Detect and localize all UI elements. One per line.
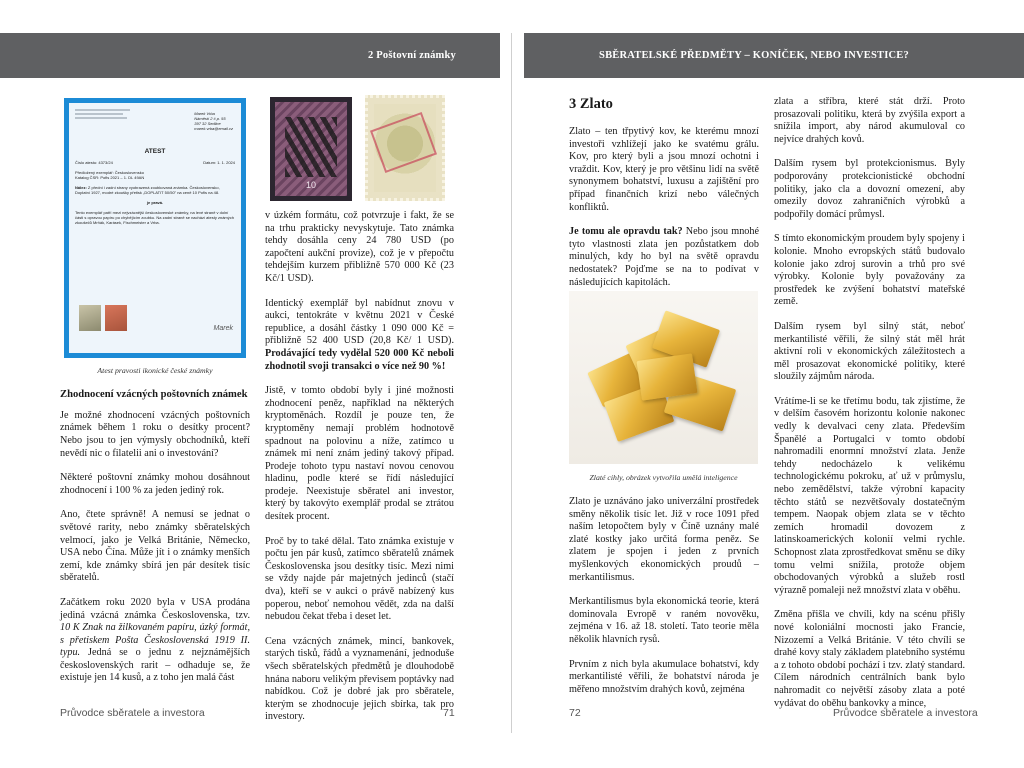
certificate-signature: Marek	[213, 325, 233, 332]
certificate-owner-line: marek.vrba@email.cz	[194, 126, 233, 131]
certificate-logo-line	[75, 109, 130, 111]
paragraph: Některé poštovní známky mohou dosáhnout zhodnocení i 100 % za jeden jediný rok.	[60, 472, 250, 496]
certificate-bottom-text: Tento exemplář patří mezi nejvzácnější československé známky, na levé straně v dolní části s opravou papíru po chybějícím zoubku. Na zadní straně se nachází atesty známých zkoušečů Mrňák, Karásek, Fischmeister a Vrba.	[75, 210, 234, 225]
gold-bars-image	[569, 291, 758, 464]
right-page	[524, 33, 1024, 733]
certificate-finding-text: Z přední i zadní strany vyobrazená zoubkovaná známka. Československo, Doplatní 1927, modré zkoušky přetisk „DOPLATIT 50/50" na ceně 10 Pofis na 48.	[75, 185, 220, 195]
certificate-number: Číslo atestu: 4373/24	[75, 160, 113, 165]
stamp-image-purple	[270, 97, 352, 201]
certificate-owner-line: 397 32 Sedlice	[194, 121, 221, 126]
certificate-item: Předložený exemplář: Československo	[75, 170, 144, 175]
paragraph: Zlato je uznáváno jako univerzální prostředek směny několik tisíc let. Již v roce 1091 před naším letopočtem byly v Číně uznány malé zlaté kostky jako určitá forma peněz. Se zlatem je spojen i jeden z prvních myšlenkových ekonomických proudů – merkantilismus.	[569, 496, 759, 583]
right-running-header	[524, 33, 1024, 78]
right-column-2	[774, 96, 965, 722]
paragraph: Vrátíme-li se ke třetímu bodu, tak zjistíme, že v delším časovém horizontu kolonie nakonec vedly k devalvaci ceny zlata. Především Španělé a Portugalci v tomto období nahromadili enormní množství zlata. Jenže tehdy nedocházelo k velikému technologickému pokroku, ať už v průmyslu, nebo zemědělství, takže výrobní kapacity těchto států se nezvětšovaly dostatečným tempem. Naopak objem zlata se v těchto zemích hromadil dovozem z latinskoamerických kolonií velmi rychle. Schopnost zlata zprostředkovat směnu se díky tomu velmi snížila, protože objem obchodovaných výrobků a služeb rostl výrazně pomaleji než množství zlata v oběhu.	[774, 395, 965, 596]
paragraph: Dalším rysem byl silný stát, neboť merkantilisté věřili, že silný stát měl hrát aktivní roli v ekonomických záležitostech a měl prosazovat ekonomické politiky, které sloužily zájmům národa.	[774, 320, 965, 383]
certificate-owner-block	[194, 111, 233, 131]
certificate-logo-line	[75, 117, 127, 119]
certificate-caption: Atest pravosti ikonické české známky	[97, 366, 213, 375]
right-column-1-top	[569, 126, 759, 301]
section-heading: Zhodnocení vzácných poštovních známek	[60, 389, 248, 400]
certificate-verdict: je pravá.	[146, 200, 164, 205]
paragraph-text: Jedná se o jednu z nejznámějších československých rarit – odhaduje se, že existuje jen 14 kusů, a z toho jen malá část	[60, 647, 250, 684]
left-running-header	[0, 33, 500, 78]
paragraph: Změna přišla ve chvíli, kdy na scénu přišly nové koloniální mocnosti jako Francie, Nizozemí a Velká Británie. V této chvíli se drahé kovy staly základem platebního systému a z tohoto období pochází i tzv. zlatý standard. Cílem národních centrálních bank bylo nahromadit co největší zásoby zlata a poté vydávat do oběhu bankovky a mince,	[774, 609, 965, 709]
paragraph: Dalším rysem byl protekcionismus. Byly podporovány protekcionistické obchodní politiky, jako cla a dovozní omezení, aby omezily dovoz zahraničních výrobků a podpořily domácí průmysl.	[774, 158, 965, 220]
paragraph-bold: Prodávající tedy vydělal 520 000 Kč neboli zhodnotil svoji transakci o více než 90 %!	[265, 347, 454, 372]
paragraph: Ano, čtete správně! A nemusí se jednat o světové rarity, nebo známky sběratelských velmocí, jako je Velká Británie, Německo, USA nebo Čína. Může jít i o známky menších zemí, kde známky sbírá jen pár desítek tisíc sběratelů.	[60, 509, 250, 584]
paragraph: Cena vzácných známek, mincí, bankovek, starých tisků, řádů a vyznamenání, jednoduše všech sběratelských předmětů je dlouhodobě hnána naboru velikým převisem poptávky nad nabídkou. Což je dobré jak pro sběratele, kterým se zhodnocuje jejich sbírka, tak pro investory.	[265, 635, 454, 723]
certificate-date: Datum: 1. 1. 2024	[203, 160, 235, 165]
certificate-document	[69, 103, 241, 353]
right-header-text: SBĚRATELSKÉ PŘEDMĚTY – KONÍČEK, NEBO INVESTICE?	[599, 50, 909, 61]
certificate-owner-line: Marek Vrba	[194, 111, 215, 116]
paragraph: Prvním z nich byla akumulace bohatství, kdy merkantilisté věřili, že bohatství národa je měřeno množstvím drahých kovů, zejména	[569, 658, 759, 695]
paragraph: S tímto ekonomickým proudem byly spojeny i kolonie. Mnoho evropských států budovalo kolonie jako zdroj surovin a trhů pro své výrobky. Kolonie byly považovány za prostředek ke zvýšení bohatství mateřské země.	[774, 233, 965, 308]
right-page-number: 72	[569, 707, 581, 719]
left-page-number: 71	[443, 707, 455, 719]
stamp-value: 10	[305, 180, 316, 190]
stamp-overprint	[285, 117, 337, 177]
paragraph: Proč by to také dělal. Tato známka existuje v počtu jen pár kusů, zatímco sběratelů známek Československa jsou desítky tisíc. Mezi nimi se vždy najde pár majetných jedinců (stačí dva), kteří se v aukci o právě nabízený kus poperou, neboť nemohou vědět, zda na další nebudou čekat třeba i deset let.	[265, 535, 454, 623]
left-page	[0, 33, 500, 733]
certificate-stamp-back	[105, 305, 127, 331]
paragraph-text: Nebo jsou mnohé tyto vlastnosti zlata jen pozůstatkem dob minulých, kdy ho byl na světě opravdu nedostatek? Pojďme se na to podívat v následujících kapitolách.	[569, 226, 759, 288]
paragraph-text: Identický exemplář byl nabídnut znovu v aukci, tentokráte v květnu 2021 v České republice, a dosáhl částky 1 090 000 Kč = přibližně 52 400 USD (20,8 Kč/ 1 USD).	[265, 297, 454, 347]
certificate-logo-line	[75, 113, 123, 115]
chapter-title: 3 Zlato	[569, 96, 613, 112]
paragraph: zlata a stříbra, které stát drží. Proto prosazovali politiku, která by zvýšila export a snížila import, aby národ akumuloval co nejvíce drahých kovů.	[774, 96, 965, 145]
paragraph: Jistě, v tomto období byly i jiné možnosti zhodnocení peněz, například na některých kryptoměnách. Rozdíl je pouze ten, že kryptoměny nemají problém hodnotově spadnout na polovinu a níže, zatímco u známek mi není znám jediný takový případ. Prodeje tohoto typu nastaví novou cenovou hladinu, podle které se řídí následující prodeje. Neexistuje sběratel ani investor, který by takovýto exemplář prodal se ztrátou desítek procent.	[265, 385, 454, 523]
paragraph: Merkantilismus byla ekonomická teorie, která dominovala Evropě v raném novověku, zejména v 16. až 18. století. Tato teorie měla několik hlavních rysů.	[569, 596, 759, 645]
paragraph: Zlato – ten třpytivý kov, ke kterému mnozí investoři vzhlížejí jako ke svatému grálu. Kov, pro který byli a jsou mnozí ochotni i vraždit. Kov, který je pro většinu lidí na světě synonymem bohatství, luxusu a zajištění pro případ finančních krizí nebo válečných konfliktů.	[569, 126, 759, 213]
paragraph-bold: Je tomu ale opravdu tak?	[569, 226, 683, 238]
gold-bar	[636, 353, 697, 400]
paragraph	[60, 597, 250, 685]
left-footer-title: Průvodce sběratele a investora	[60, 707, 205, 719]
paragraph	[265, 298, 454, 374]
paragraph: Je možné zhodnocení vzácných poštovních známek během 1 roku o desítky procent? Nebo jsou to jen výmysly obchodníků, kteří nevědí nic o filatelii ani o investování?	[60, 409, 250, 459]
gold-caption: Zlaté cihly, obrázek vytvořila umělá inteligence	[589, 473, 738, 482]
certificate-finding-label: Nález:	[75, 185, 87, 190]
certificate-owner-line: Náměstí 2 č.p. 55	[194, 116, 226, 121]
certificate-catalog: Katalog ČSR: Pofis 2021 – 1. DL 49AN	[75, 175, 145, 180]
stamp-purple-face	[275, 102, 347, 196]
paragraph: v úzkém formátu, což potvrzuje i fakt, že se na trhu prakticky nevyskytuje. Tato známka tehdy dosáhla ceny 24 780 USD (po započtení aukční provize), což je v přepočtu tehdejším kurzem přibližně 570 000 Kč (23 Kč/1 USD).	[265, 210, 454, 284]
right-column-1-bottom	[569, 496, 759, 708]
left-column-1	[60, 389, 250, 697]
left-header-text: 2 Poštovní známky	[368, 50, 456, 61]
paragraph-italic: 10 K Znak na žilkovaném papíru, úzký formát, s přetiskem Pošta Československá 1919 II. typu.	[60, 622, 250, 659]
certificate-finding	[75, 185, 235, 195]
paragraph-text: Začátkem roku 2020 byla v USA prodána jediná vzácná známka Československa, tzv.	[60, 596, 250, 621]
certificate-title: ATEST	[144, 148, 166, 155]
stamp-image-back	[365, 95, 445, 201]
certificate-image	[64, 98, 246, 358]
paragraph	[569, 226, 759, 289]
certificate-stamp-front	[79, 305, 101, 331]
right-footer-title: Průvodce sběratele a investora	[833, 707, 978, 719]
book-spine	[511, 33, 512, 733]
left-column-2	[265, 210, 454, 736]
